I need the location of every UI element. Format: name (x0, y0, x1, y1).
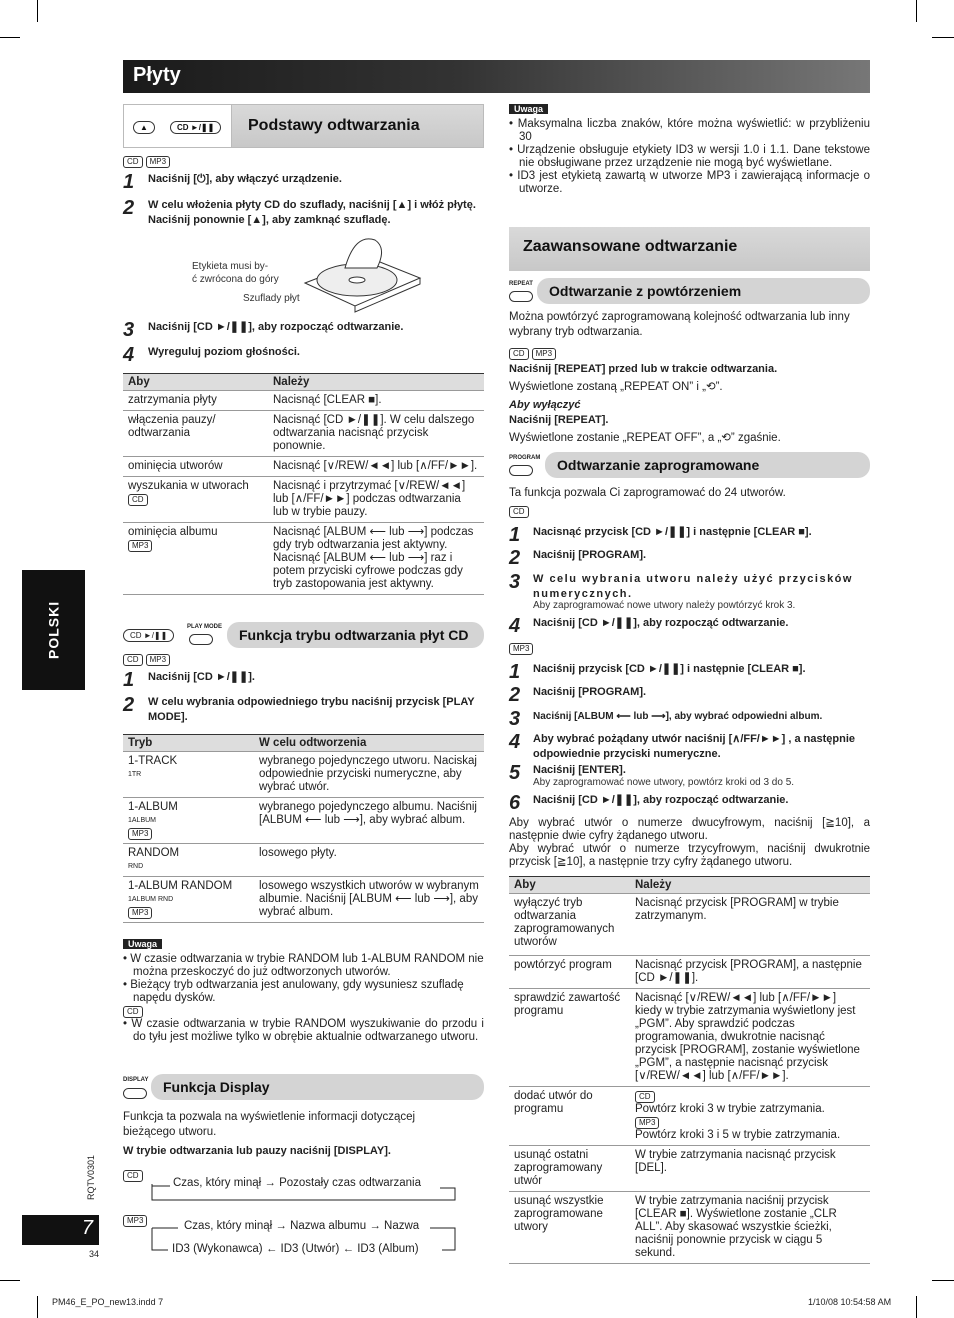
mp3-badge: MP3 (146, 654, 170, 666)
program-button-icon (509, 465, 533, 476)
note-item: • ID3 jest etykietą zawartą w utworze MP3 i zawierającą informacje o utworze. (509, 170, 870, 196)
language-tab: POLSKI (22, 570, 85, 690)
table-row (123, 752, 484, 798)
step-number: 2 (123, 694, 135, 716)
note-item: • W czasie odtwarzania w trybie RANDOM wyszukiwanie do przodu i do tyłu jest możliwe tylko w obrębie aktualnie odtwarzanego utworu. (123, 1018, 484, 1044)
program-mp3-step-1: Naciśnij przycisk [CD ►/❚❚] i następnie [CLEAR ■]. (533, 663, 806, 675)
program-mp3-step-4: Aby wybrać pożądany utwór naciśnij [∧/FF/►►] , a następnie odpowiednie przyciski numeryczne. (533, 733, 855, 760)
program-mp3-step-5-sub: Aby zaprogramować nowe utwory, powtórz kroki od 3 do 5. (533, 777, 795, 788)
display-header (123, 1074, 484, 1104)
mp3-badge: MP3 (128, 907, 152, 919)
repeat-off-title: Aby wyłączyć (509, 399, 581, 411)
table-header: Należy (268, 374, 484, 391)
program-mp3-step-3: Naciśnij [ALBUM ⟵ lub ⟶], aby wybrać odpowiedni album. (533, 711, 823, 722)
mode-name: RANDOM (128, 847, 180, 859)
table-cell: usunąć ostatni zaprogramowany utwór (509, 1146, 630, 1192)
basic-step-3: Naciśnij [CD ►/❚❚], aby rozpocząć odtwarzanie. (148, 321, 404, 333)
table-cell: Nacisnąć [∨/REW/◄◄] lub [∧/FF/►►]. (268, 457, 484, 477)
table-header: Aby (509, 877, 630, 894)
crop-mark (37, 1296, 38, 1318)
crop-mark (0, 1280, 20, 1281)
cell-text: ominięcia albumu (128, 526, 218, 538)
cd-play-icon: CD ►/❚❚ (123, 629, 174, 642)
table-cell: ominięcia utworów (123, 457, 268, 477)
program-table (509, 876, 870, 1264)
table-cell: dodać utwór do programu (509, 1087, 630, 1146)
cd-badge: CD (123, 654, 143, 666)
program-cd-step-1: Nacisnąć przycisk [CD ►/❚❚] i następnie [CLEAR ■]. (533, 526, 812, 538)
mp3-display-flow-top: Czas, który minął → Nazwa albumu → Nazwa (184, 1220, 420, 1232)
playmode-button-icon (189, 634, 213, 645)
mp3-badge: MP3 (635, 1117, 659, 1129)
cd-badge: CD (128, 494, 148, 506)
crop-mark (916, 0, 917, 22)
table-cell (123, 877, 254, 923)
table-cell: losowego płyty. (254, 844, 484, 877)
table-row (123, 411, 484, 457)
step-number: 2 (509, 684, 521, 706)
repeat-icon-label: REPEAT (509, 281, 533, 287)
advanced-heading: Zaawansowane odtwarzanie (509, 227, 870, 271)
page-number: 7 (22, 1215, 99, 1245)
cd-badge: CD (123, 1170, 143, 1182)
display-intro: Funkcja ta pozwala na wyświetlenie informacji dotyczącej bieżącego utworu. (123, 1111, 416, 1138)
step-number: 3 (123, 319, 135, 341)
table-cell: powtórzyć program (509, 956, 630, 989)
mode-name: 1-TRACK (128, 755, 178, 767)
crop-mark (932, 37, 954, 38)
step-number: 6 (509, 792, 521, 814)
table-cell (123, 798, 254, 844)
playmode-notes (123, 938, 484, 1044)
table-cell (123, 844, 254, 877)
note-tag: Uwaga (509, 104, 548, 114)
basic-icons (124, 105, 232, 147)
cd-play-icon: CD ►/❚❚ (170, 121, 221, 134)
basic-step-1: Naciśnij [⏻], aby włączyć urządzenie. (148, 173, 342, 185)
crop-mark (932, 1280, 954, 1281)
cd-badge: CD (509, 506, 529, 518)
table-cell: zatrzymania płyty (123, 391, 268, 411)
step-number: 2 (509, 547, 521, 569)
format-badges (509, 347, 559, 360)
table-row (123, 844, 484, 877)
display-button-icon (123, 1088, 147, 1099)
mp3-badge: MP3 (532, 348, 556, 360)
playmode-header (123, 622, 484, 652)
table-cell: Nacisnąć i przytrzymać [∨/REW/◄◄] lub [∧/FF/►►] podczas odtwarzania lub w trybie pauzy. (268, 477, 484, 523)
mode-display: 1TR (128, 771, 142, 778)
two-digit-text: Aby wybrać utwór o numerze dwucyfrowym, naciśnij [≧10], a następnie dwie cyfry żądanego utworu. (509, 817, 870, 842)
table-row (509, 956, 870, 989)
table-cell: Nacisnąć [ALBUM ⟵ lub ⟶] podczas gdy tryb odtwarzania jest aktywny. Nacisnąć [ALBUM ⟵ lub ⟶] raz i potem przyciski cyfrowe podczas gdy tryb zastopowania jest aktywny. (268, 523, 484, 595)
step-number: 4 (509, 731, 521, 753)
step-number: 4 (123, 344, 135, 366)
note-tag: Uwaga (123, 939, 162, 949)
cd-display-flow: Czas, który minął → Pozostały czas odtwarzania (173, 1177, 421, 1189)
cd-badge: CD (635, 1091, 655, 1103)
playmode-icon-label: PLAY MODE (187, 624, 223, 630)
step-number: 3 (509, 708, 521, 730)
format-badges (123, 653, 173, 666)
table-row (123, 877, 484, 923)
table-row (509, 1192, 870, 1264)
table-row (123, 798, 484, 844)
table-cell: Nacisnąć przycisk [PROGRAM] w trybie zatrzymanym. (630, 894, 870, 956)
mp3-display-flow-bottom: ID3 (Wykonawca) ← ID3 (Utwór) ← ID3 (Album) (172, 1243, 419, 1255)
table-cell (123, 477, 268, 523)
eject-icon: ▲ (133, 121, 155, 134)
note-item: • Urządzenie obsługuje etykiety ID3 w wersji 1.0 i 1.1. Dane tekstowe nie obsługiwane przez urządzenie nie mogą być wyświetlane. (509, 144, 870, 170)
program-header (509, 452, 870, 482)
table-cell: wyłączyć tryb odtwarzania zaprogramowanych utworów (509, 894, 630, 956)
table-cell: sprawdzić zawartość programu (509, 989, 630, 1087)
playmode-heading: Funkcja trybu odtwarzania płyt CD (227, 622, 484, 648)
crop-mark (0, 37, 20, 38)
cell-text: wyszukania w utworach (128, 480, 249, 492)
step-number: 1 (123, 171, 135, 193)
program-intro: Ta funkcja pozwala Ci zaprogramować do 24 utworów. (509, 487, 786, 499)
table-row (123, 391, 484, 411)
table-cell: wybranego pojedynczego utworu. Naciskaj odpowiednie przyciski numeryczne, aby wybrać utwór. (254, 752, 484, 798)
mode-display: RND (128, 863, 144, 870)
add-mp3-text: Powtórz kroki 3 i 5 w trybie zatrzymania. (635, 1129, 841, 1141)
table-cell: usunąć wszystkie zaprogramowane utwory (509, 1192, 630, 1264)
basic-section-header (123, 104, 484, 148)
basic-step-4: Wyreguluj poziom głośności. (148, 346, 300, 358)
program-cd-step-3: W celu wybrania utworu należy użyć przycisków numerycznych. (533, 573, 853, 600)
page-title: Płyty (123, 60, 870, 93)
right-note (509, 103, 870, 196)
mode-display: 1ALBUM RND (128, 896, 174, 903)
format-badges (123, 155, 173, 168)
note-item: • Bieżący tryb odtwarzania jest anulowany, gdy wysuniesz szufladę napędu dysków. (123, 979, 484, 1005)
basic-table (123, 373, 484, 595)
table-cell: Nacisnąć [∨/REW/◄◄] lub [∧/FF/►►] kiedy w trybie zatrzymania wyświetlony jest „PGM”. Aby sprawdzić podczas programowania, dwukrotnie nacisnąć przycisk [PROGRAM], zostanie wyświetlone „PGM”, a następnie nacisnąć przycisk [∨/REW/◄◄] lub [∧/FF/►►]. (630, 989, 870, 1087)
table-header: W celu odtworzenia (254, 735, 484, 752)
table-cell: W trybie zatrzymania naciśnij przycisk [CLEAR ■]. Wyświetlone zostanie „CLR ALL”. Aby skasować wszystkie ścieżki, naciśnij ponownie przycisk w ciągu 5 sekund. (630, 1192, 870, 1264)
mp3-badge: MP3 (146, 156, 170, 168)
program-cd-step-2: Naciśnij [PROGRAM]. (533, 549, 647, 561)
table-cell: wybranego pojedynczego albumu. Naciśnij [ALBUM ⟵ lub ⟶], aby wybrać album. (254, 798, 484, 844)
step-number: 2 (123, 197, 135, 219)
mode-display: 1ALBUM (128, 817, 157, 824)
repeat-header (509, 278, 870, 308)
repeat-off-instruction: Naciśnij [REPEAT]. (509, 414, 609, 426)
basic-step-2: W celu włożenia płyty CD do szuflady, naciśnij [▲] i włóż płytę. Naciśnij ponownie [▲], aby zamknąć szufladę. (148, 199, 476, 226)
program-cd-step-3-sub: Aby zaprogramować nowe utwory należy powtórzyć krok 3. (533, 600, 796, 611)
disc-tray-illustration (295, 228, 425, 313)
repeat-heading: Odtwarzanie z powtórzeniem (537, 278, 870, 304)
step-number: 1 (509, 661, 521, 683)
repeat-off-shown: Wyświetlone zostanie „REPEAT OFF”, a „⟲” zgaśnie. (509, 432, 781, 444)
program-mp3-step-6: Naciśnij [CD ►/❚❚], aby rozpocząć odtwarzanie. (533, 794, 789, 806)
table-header: Aby (123, 374, 268, 391)
table-cell: włączenia pauzy/ odtwarzania (123, 411, 268, 457)
label-face-up: Etykieta musi by- ć zwrócona do góry (192, 261, 279, 285)
repeat-instruction: Naciśnij [REPEAT] przed lub w trakcie odtwarzania. (509, 363, 778, 375)
table-row (509, 1087, 870, 1146)
table-row (123, 523, 484, 595)
program-mp3-step-5: Naciśnij [ENTER]. (533, 764, 626, 776)
table-cell: losowego wszystkich utworów w wybranym albumie. Naciśnij [ALBUM ⟵ lub ⟶], aby wybrać album. (254, 877, 484, 923)
table-cell: W trybie zatrzymania nacisnąć przycisk [DEL]. (630, 1146, 870, 1192)
footer-file: PM46_E_PO_new13.indd 7 (52, 1297, 164, 1307)
footer-date: 1/10/08 10:54:58 AM (808, 1297, 892, 1307)
table-row (509, 1146, 870, 1192)
doc-code: RQTV0301 (86, 1155, 96, 1201)
mode-name: 1-ALBUM RANDOM (128, 880, 233, 892)
repeat-button-icon (509, 291, 533, 302)
table-header: Należy (630, 877, 870, 894)
program-icon-label: PROGRAM (509, 455, 541, 461)
table-row (123, 477, 484, 523)
repeat-shown: Wyświetlone zostaną „REPEAT ON” i „⟲”. (509, 381, 723, 393)
page-number-small: 34 (89, 1249, 100, 1259)
table-cell (123, 752, 254, 798)
basic-heading: Podstawy odtwarzania (248, 117, 420, 134)
mode-name: 1-ALBUM (128, 801, 178, 813)
playmode-step-2: W celu wybrania odpowiedniego trybu naciśnij przycisk [PLAY MODE]. (148, 696, 475, 723)
three-digit-text: Aby wybrać utwór o numerze trzycyfrowym, naciśnij dwukrotnie przycisk [≧10], a następnie trzy cyfry żądanego utworu. (509, 843, 870, 868)
mp3-badge: MP3 (128, 828, 152, 840)
add-cd-text: Powtórz kroki 3 w trybie zatrzymania. (635, 1103, 825, 1115)
mp3-badge: MP3 (509, 643, 533, 655)
mp3-badge: MP3 (128, 540, 152, 552)
program-mp3-step-2: Naciśnij [PROGRAM]. (533, 686, 647, 698)
note-item: • Maksymalna liczba znaków, które można wyświetlić: w przybliżeniu 30 (509, 118, 870, 144)
program-heading: Odtwarzanie zaprogramowane (545, 452, 870, 478)
display-icon-label: DISPLAY (123, 1077, 149, 1083)
repeat-intro: Można powtórzyć zaprogramowaną kolejność odtwarzania lub inny wybrany tryb odtwarzania. (509, 311, 850, 338)
step-number: 4 (509, 615, 521, 637)
program-cd-step-4: Naciśnij [CD ►/❚❚], aby rozpocząć odtwarzanie. (533, 617, 789, 629)
cd-badge: CD (509, 348, 529, 360)
playmode-step-1: Naciśnij [CD ►/❚❚]. (148, 671, 255, 683)
display-heading: Funkcja Display (151, 1074, 484, 1100)
label-tray: Szuflady płyt (243, 293, 300, 304)
step-number: 3 (509, 571, 521, 593)
step-number: 5 (509, 762, 521, 784)
mp3-badge: MP3 (123, 1215, 147, 1227)
table-row (123, 457, 484, 477)
table-cell (630, 1087, 870, 1146)
cd-badge: CD (123, 1006, 143, 1018)
display-instruction: W trybie odtwarzania lub pauzy naciśnij [DISPLAY]. (123, 1145, 391, 1157)
table-cell (123, 523, 268, 595)
playmode-table (123, 734, 484, 923)
crop-mark (916, 1296, 917, 1318)
note-item: • W czasie odtwarzania w trybie RANDOM lub 1-ALBUM RANDOM nie można przeskoczyć do już odtworzonych utworów. (123, 953, 484, 979)
table-cell: Nacisnąć [CLEAR ■]. (268, 391, 484, 411)
step-number: 1 (509, 524, 521, 546)
table-header: Tryb (123, 735, 254, 752)
cd-badge: CD (123, 156, 143, 168)
table-cell: Nacisnąć przycisk [PROGRAM], a następnie [CD ►/❚❚]. (630, 956, 870, 989)
crop-mark (37, 0, 38, 22)
table-cell: Nacisnąć [CD ►/❚❚]. W celu dalszego odtwarzania nacisnąć przycisk ponownie. (268, 411, 484, 457)
step-number: 1 (123, 669, 135, 691)
table-row (509, 989, 870, 1087)
table-row (509, 894, 870, 956)
